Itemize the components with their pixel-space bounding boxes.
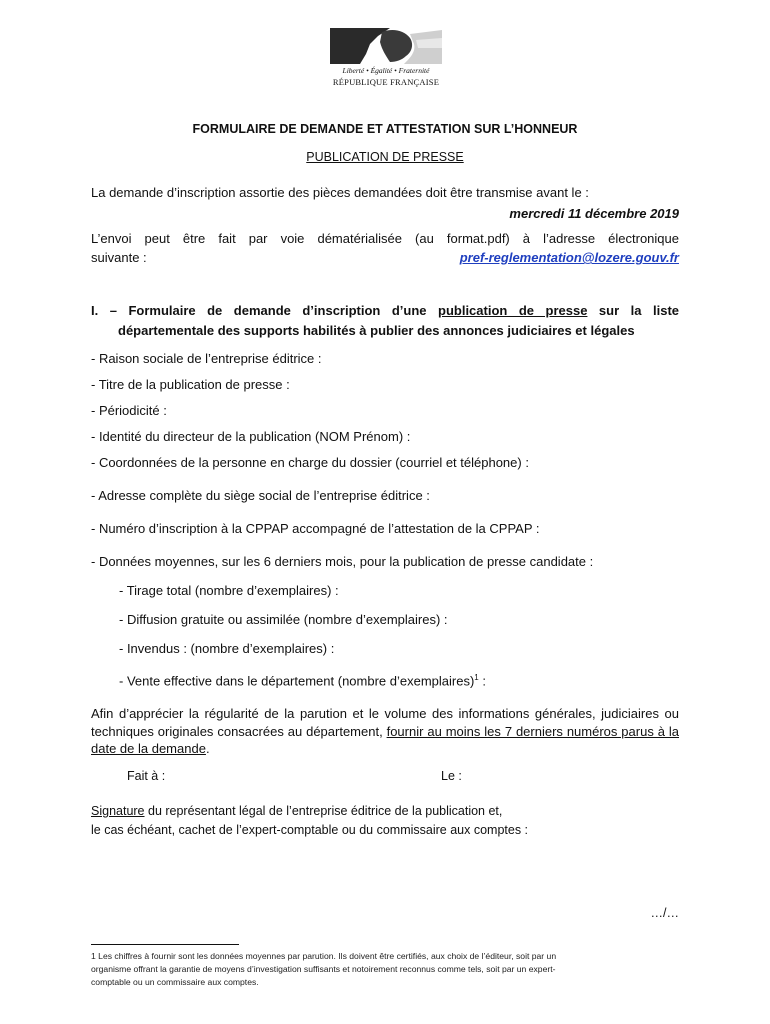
footnote-ref: 1	[474, 673, 479, 682]
email-link[interactable]: pref-reglementation@lozere.gouv.fr	[459, 250, 679, 265]
section-heading-underlined: publication de presse	[438, 303, 588, 318]
subfield-invendus: - Invendus : (nombre d’exemplaires) :	[119, 641, 335, 656]
signature-underlined: Signature	[91, 804, 145, 818]
subfield-vente-label: - Vente effective dans le département (nombre d’exemplaires)	[119, 673, 475, 689]
page-subtitle: PUBLICATION DE PRESSE	[306, 150, 464, 164]
paragraph-line-1: Afin d’apprécier la régularité de la parution et le volume des informations générales, judiciaires ou	[91, 706, 679, 721]
footnote-divider	[91, 944, 239, 945]
section-heading-suffix: sur la liste	[587, 303, 680, 318]
paragraph-line-3-underlined: date de la demande	[91, 741, 206, 756]
logo-republic: RÉPUBLIQUE FRANÇAISE	[332, 77, 440, 87]
intro-line-3: suivante :	[91, 250, 147, 265]
subfield-vente-colon: :	[478, 673, 486, 689]
date-label: Le :	[441, 769, 462, 783]
deadline-date: mercredi 11 décembre 2019	[509, 206, 679, 221]
footnote-line-2: organisme offrant la garantie de moyens d’investigation suffisants et notoirement reconnus comme tels, soit par un expert-	[91, 964, 556, 974]
field-cppap: - Numéro d’inscription à la CPPAP accompagné de l’attestation de la CPPAP :	[91, 521, 540, 536]
paragraph-line-2-plain: techniques originales consacrées au département,	[91, 724, 387, 739]
section-heading	[91, 302, 679, 320]
section-heading-line-2: départementale des supports habilités à publier des annonces judiciaires et légales	[118, 323, 635, 338]
subfield-vente	[119, 669, 486, 690]
page-title: FORMULAIRE DE DEMANDE ET ATTESTATION SUR L’HONNEUR	[192, 122, 578, 136]
section-heading-prefix: I. – Formulaire de demande d’inscription d’une	[91, 303, 439, 318]
paragraph-line-3-end: .	[205, 741, 210, 756]
fait-a-label: Fait à :	[127, 769, 166, 783]
field-periodicite: - Périodicité :	[91, 403, 167, 418]
field-donnees-moyennes: - Données moyennes, sur les 6 derniers mois, pour la publication de presse candidate :	[91, 554, 594, 569]
field-coordonnees: - Coordonnées de la personne en charge du dossier (courriel et téléphone) :	[91, 455, 529, 470]
paragraph-line-2	[91, 723, 679, 741]
footnote-line-3: comptable ou un commissaire aux comptes.	[91, 977, 259, 987]
logo-motto: Liberté • Égalité • Fraternité	[342, 66, 430, 75]
signature-line-1	[91, 803, 502, 820]
marianne-logo-icon	[330, 26, 442, 66]
paragraph-line-3	[91, 740, 210, 758]
field-directeur: - Identité du directeur de la publication (NOM Prénom) :	[91, 429, 411, 444]
field-titre-publication: - Titre de la publication de presse :	[91, 377, 290, 392]
footnote-line-1: 1 Les chiffres à fournir sont les données moyennes par parution. Ils doivent être certifiés, aux choix de l’éditeur, soit par un	[91, 951, 557, 961]
signature-line-1-rest: du représentant légal de l’entreprise éditrice de la publication et,	[144, 804, 503, 818]
field-adresse: - Adresse complète du siège social de l’entreprise éditrice :	[91, 488, 430, 503]
intro-line-1: La demande d’inscription assortie des pièces demandées doit être transmise avant le :	[91, 185, 589, 200]
subfield-diffusion: - Diffusion gratuite ou assimilée (nombre d’exemplaires) :	[119, 612, 448, 627]
signature-line-2: le cas échéant, cachet de l’expert-comptable ou du commissaire aux comptes :	[91, 823, 529, 837]
subfield-tirage: - Tirage total (nombre d’exemplaires) :	[119, 583, 339, 598]
continuation-mark: …/…	[650, 906, 679, 920]
intro-line-2: L’envoi peut être fait par voie dématérialisée (au format.pdf) à l’adresse électronique	[91, 231, 679, 246]
field-raison-sociale: - Raison sociale de l’entreprise éditrice :	[91, 351, 322, 366]
paragraph-line-2-underlined: fournir au moins les 7 derniers numéros parus à la	[386, 724, 679, 739]
